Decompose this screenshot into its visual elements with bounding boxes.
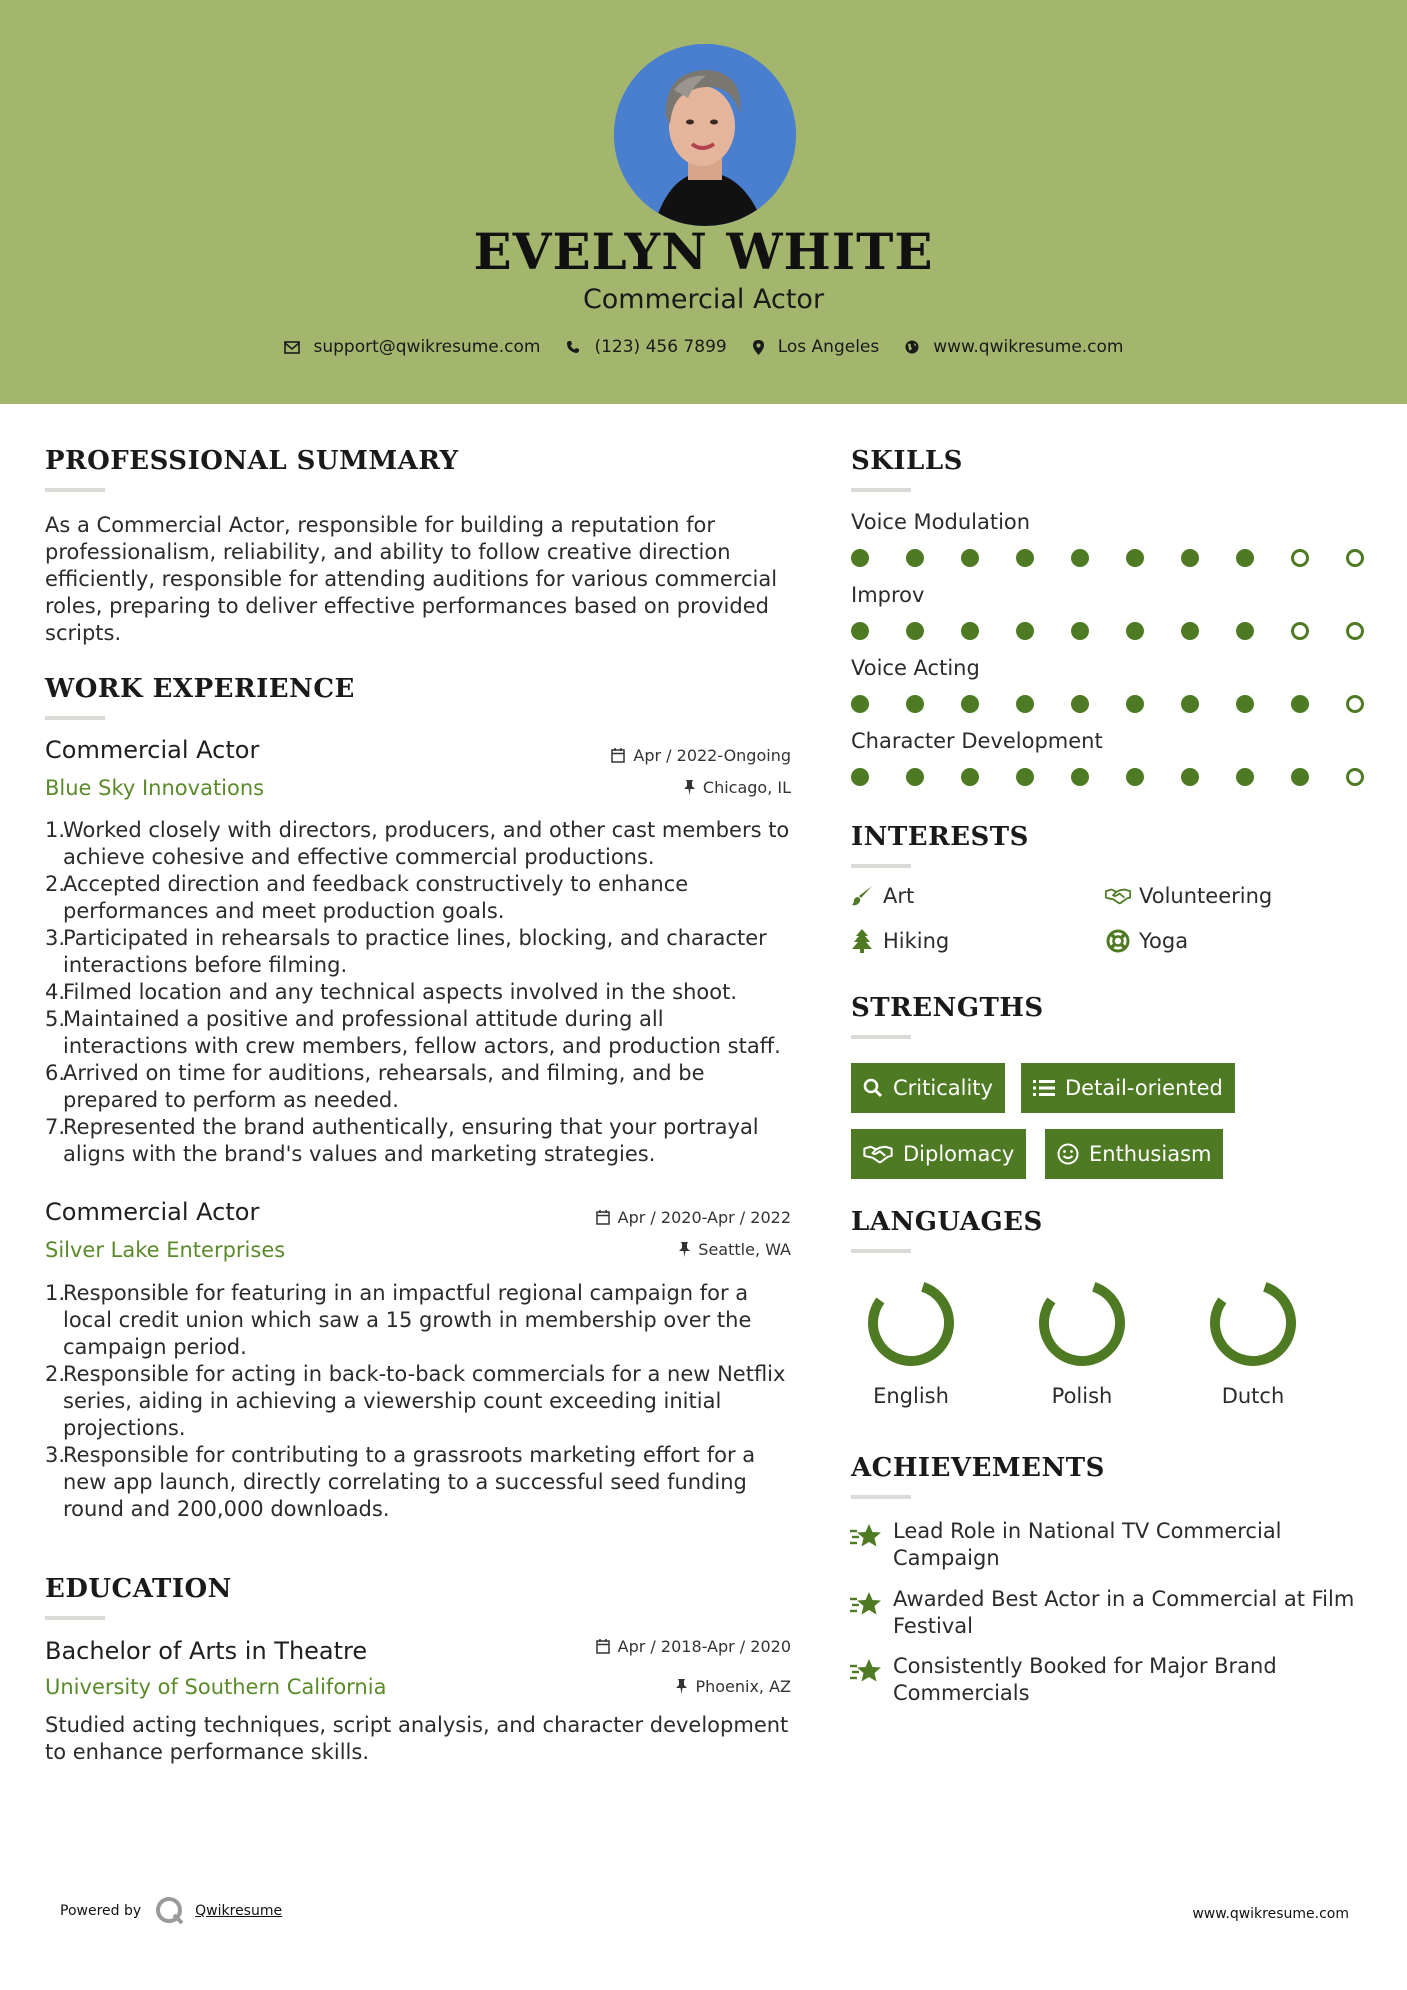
envelope-icon: [284, 341, 300, 354]
responsibility-number: 6.: [45, 1061, 66, 1085]
responsibility-item: [45, 1060, 790, 1114]
rating-dot-filled: [1016, 622, 1034, 640]
rating-dot-empty: [1346, 768, 1364, 786]
language-label: English: [873, 1384, 949, 1408]
rating-dot-filled: [1071, 622, 1089, 640]
handshake-icon: [863, 1144, 893, 1164]
brush-icon: [849, 884, 875, 908]
education-dates: [491, 1637, 791, 1656]
responsibility-item: [45, 1006, 790, 1060]
responsibility-item: [45, 925, 790, 979]
contact-phone-text: (123) 456 7899: [594, 337, 727, 357]
skill-label: Character Development: [851, 729, 1103, 753]
contact-email-text: support@qwikresume.com: [313, 337, 541, 357]
calendar-icon: [596, 1210, 610, 1225]
responsibility-text: Responsible for featuring in an impactful regional campaign for a local credit union which saw a 15 growth in membership over the campaign period.: [63, 1281, 752, 1359]
candidate-name: EVELYN WHITE: [473, 222, 934, 281]
skill-rating: [851, 695, 1401, 713]
rating-dot-filled: [906, 768, 924, 786]
education-location-text: Phoenix, AZ: [695, 1677, 791, 1696]
strength-enthusiasm: [1045, 1129, 1223, 1179]
responsibility-item: [45, 979, 790, 1006]
responsibility-text: Participated in rehearsals to practice lines, blocking, and character interactions before filming.: [63, 926, 767, 977]
achievement-text: Consistently Booked for Major Brand Commercials: [893, 1654, 1277, 1705]
contact-bar: [0, 337, 1407, 357]
rating-dot-filled: [851, 622, 869, 640]
responsibility-text: Filmed location and any technical aspects involved in the shoot.: [63, 980, 738, 1004]
rating-dot-filled: [1126, 549, 1144, 567]
strengths-divider: [851, 1035, 911, 1039]
achievement-item: [849, 1653, 1369, 1707]
job-1-dates-text: Apr / 2022-Ongoing: [633, 746, 791, 765]
qwikresume-logo-icon: [155, 1896, 185, 1926]
rating-dot-filled: [961, 768, 979, 786]
education-dates-text: Apr / 2018-Apr / 2020: [617, 1637, 791, 1656]
rating-dot-filled: [1071, 768, 1089, 786]
rating-dot-empty: [1346, 622, 1364, 640]
responsibility-item: [45, 817, 790, 871]
rating-dot-filled: [1016, 768, 1034, 786]
language-gauge-arc: [1208, 1278, 1298, 1368]
interest-hiking-label: Hiking: [883, 929, 950, 953]
language-item: [1193, 1278, 1313, 1408]
responsibility-text: Arrived on time for auditions, rehearsals, and filming, and be prepared to perform as needed.: [63, 1061, 705, 1112]
achievement-text: Awarded Best Actor in a Commercial at Film Festival: [893, 1587, 1355, 1638]
education-location: [491, 1677, 791, 1696]
rating-dot-filled: [1126, 768, 1144, 786]
language-gauge-arc: [866, 1278, 956, 1368]
rating-dot-filled: [1126, 695, 1144, 713]
skill-rating: [851, 622, 1401, 640]
education-heading: EDUCATION: [45, 1574, 232, 1604]
language-item: [851, 1278, 971, 1408]
skill-label: Voice Acting: [851, 656, 980, 680]
responsibility-number: 1.: [45, 818, 66, 842]
contact-phone[interactable]: [566, 337, 726, 357]
strength-diplomacy: [851, 1129, 1026, 1179]
contact-location-text: Los Angeles: [777, 337, 880, 357]
responsibility-text: Worked closely with directors, producers, and other cast members to achieve cohesive and effective commercial productions.: [63, 818, 790, 869]
calendar-icon: [611, 748, 625, 763]
interest-volunteering-label: Volunteering: [1139, 884, 1273, 908]
rating-dot-filled: [1291, 768, 1309, 786]
rating-dot-filled: [1236, 695, 1254, 713]
rating-dot-filled: [851, 768, 869, 786]
strength-detail-oriented-label: Detail-oriented: [1065, 1076, 1223, 1100]
contact-email[interactable]: [284, 337, 541, 357]
language-gauge: [866, 1278, 956, 1368]
strength-criticality-label: Criticality: [893, 1076, 993, 1100]
rating-dot-filled: [1236, 768, 1254, 786]
job-1-title: Commercial Actor: [45, 736, 260, 764]
responsibility-number: 4.: [45, 980, 66, 1004]
responsibility-item: [45, 871, 790, 925]
rating-dot-filled: [1016, 695, 1034, 713]
responsibility-number: 2.: [45, 1362, 66, 1386]
education-divider: [45, 1616, 105, 1620]
rating-dot-filled: [1181, 695, 1199, 713]
job-2-responsibilities: [45, 1280, 790, 1523]
language-label: Dutch: [1221, 1384, 1285, 1408]
contact-location: [753, 337, 880, 357]
pushpin-icon: [679, 1242, 690, 1257]
summary-heading: PROFESSIONAL SUMMARY: [45, 446, 459, 476]
candidate-title: Commercial Actor: [582, 284, 825, 315]
interest-yoga: [1105, 929, 1188, 953]
search-icon: [863, 1078, 883, 1098]
rating-dot-empty: [1346, 549, 1364, 567]
language-item: [1022, 1278, 1142, 1408]
responsibility-text: Accepted direction and feedback constructively to enhance performances and meet production goals.: [63, 872, 689, 923]
smile-icon: [1057, 1143, 1079, 1165]
handshake-icon: [1105, 885, 1131, 907]
language-label: Polish: [1051, 1384, 1113, 1408]
star-icon: [849, 1653, 885, 1707]
responsibility-text: Represented the brand authentically, ensuring that your portrayal aligns with the brand's values and marketing strategies.: [63, 1115, 759, 1166]
summary-text: As a Commercial Actor, responsible for building a reputation for professionalism, reliability, and ability to follow creative direction efficiently, responsible for attending auditions for various commercial roles, preparing to deliver effective performances based on provided scripts.: [45, 513, 778, 645]
rating-dot-filled: [1126, 622, 1144, 640]
school-name: University of Southern California: [45, 1675, 387, 1699]
education-description: Studied acting techniques, script analysis, and character development to enhance performance skills.: [45, 1713, 789, 1764]
achievements-divider: [851, 1495, 911, 1499]
interest-art: [849, 884, 914, 908]
list-icon: [1033, 1079, 1055, 1097]
avatar: [614, 44, 796, 226]
rating-dot-filled: [1181, 622, 1199, 640]
rating-dot-filled: [961, 549, 979, 567]
lifebuoy-icon: [1105, 929, 1131, 953]
skill-label: Improv: [851, 583, 925, 607]
globe-icon: [905, 340, 919, 354]
interest-art-label: Art: [883, 884, 915, 908]
resume-header: [0, 0, 1407, 404]
skills-divider: [851, 488, 911, 492]
job-1-responsibilities: [45, 817, 790, 1168]
job-2-title: Commercial Actor: [45, 1198, 260, 1226]
rating-dot-filled: [961, 622, 979, 640]
rating-dot-filled: [851, 695, 869, 713]
strength-enthusiasm-label: Enthusiasm: [1089, 1142, 1212, 1166]
rating-dot-filled: [1291, 695, 1309, 713]
job-1-location-text: Chicago, IL: [702, 778, 791, 797]
interest-hiking: [849, 929, 949, 953]
achievement-text: Lead Role in National TV Commercial Campaign: [893, 1519, 1282, 1570]
job-1-location: [491, 778, 791, 797]
responsibility-text: Maintained a positive and professional attitude during all interactions with crew members, fellow actors, and production staff.: [63, 1007, 781, 1058]
rating-dot-empty: [1291, 549, 1309, 567]
responsibility-number: 3.: [45, 1443, 66, 1467]
achievement-item: [849, 1586, 1369, 1640]
rating-dot-filled: [1016, 549, 1034, 567]
responsibility-text: Responsible for acting in back-to-back commercials for a new Netflix series, aiding in achieving a viewership count exceeding initial projections.: [63, 1362, 786, 1440]
interest-yoga-label: Yoga: [1139, 929, 1189, 953]
skill-rating: [851, 549, 1401, 567]
languages-heading: LANGUAGES: [851, 1207, 1043, 1237]
powered-by-label: Powered by: [60, 1903, 142, 1919]
work-heading: WORK EXPERIENCE: [45, 674, 355, 704]
rating-dot-filled: [1181, 549, 1199, 567]
responsibility-number: 5.: [45, 1007, 66, 1031]
job-1-company: Blue Sky Innovations: [45, 776, 265, 800]
languages-divider: [851, 1249, 911, 1253]
rating-dot-filled: [906, 695, 924, 713]
job-2-location-text: Seattle, WA: [698, 1240, 791, 1259]
degree-title: Bachelor of Arts in Theatre: [45, 1637, 368, 1665]
job-2-dates-text: Apr / 2020-Apr / 2022: [617, 1208, 791, 1227]
job-2-company: Silver Lake Enterprises: [45, 1238, 286, 1262]
phone-icon: [566, 340, 580, 354]
rating-dot-filled: [1071, 695, 1089, 713]
interest-volunteering: [1105, 884, 1272, 908]
responsibility-number: 3.: [45, 926, 66, 950]
responsibility-text: Responsible for contributing to a grassroots marketing effort for a new app launch, directly correlating to a successful seed funding round and 200,000 downloads.: [63, 1443, 756, 1521]
responsibility-item: [45, 1442, 790, 1523]
rating-dot-filled: [961, 695, 979, 713]
rating-dot-filled: [906, 622, 924, 640]
strengths-heading: STRENGTHS: [851, 993, 1044, 1023]
responsibility-number: 1.: [45, 1281, 66, 1305]
skills-heading: SKILLS: [851, 446, 963, 476]
calendar-icon: [596, 1639, 610, 1654]
interests-heading: INTERESTS: [851, 822, 1029, 852]
achievements-heading: ACHIEVEMENTS: [851, 1453, 1105, 1483]
language-gauge: [1208, 1278, 1298, 1368]
responsibility-item: [45, 1361, 790, 1442]
responsibility-number: 7.: [45, 1115, 66, 1139]
pushpin-icon: [676, 1679, 687, 1694]
footer-powered-by: [60, 1896, 282, 1926]
tree-icon: [849, 929, 875, 953]
interests-divider: [851, 864, 911, 868]
rating-dot-filled: [1236, 622, 1254, 640]
footer-website[interactable]: www.qwikresume.com: [1192, 1906, 1349, 1922]
rating-dot-filled: [906, 549, 924, 567]
rating-dot-filled: [851, 549, 869, 567]
responsibility-item: [45, 1114, 790, 1168]
summary-divider: [45, 488, 105, 492]
responsibility-item: [45, 1280, 790, 1361]
qwikresume-link[interactable]: Qwikresume: [195, 1903, 283, 1919]
star-icon: [849, 1586, 885, 1640]
rating-dot-empty: [1291, 622, 1309, 640]
strength-detail-oriented: [1021, 1063, 1235, 1113]
job-1-dates: [491, 746, 791, 765]
rating-dot-empty: [1346, 695, 1364, 713]
job-2-location: [491, 1240, 791, 1259]
work-divider: [45, 716, 105, 720]
rating-dot-filled: [1071, 549, 1089, 567]
job-2-dates: [491, 1208, 791, 1227]
responsibility-number: 2.: [45, 872, 66, 896]
strength-diplomacy-label: Diplomacy: [903, 1142, 1015, 1166]
achievement-item: [849, 1518, 1369, 1572]
skill-rating: [851, 768, 1401, 786]
map-pin-icon: [753, 340, 764, 355]
pushpin-icon: [684, 780, 695, 795]
star-icon: [849, 1518, 885, 1572]
language-gauge: [1037, 1278, 1127, 1368]
skill-label: Voice Modulation: [851, 510, 1031, 534]
rating-dot-filled: [1181, 768, 1199, 786]
language-gauge-arc: [1037, 1278, 1127, 1368]
strength-criticality: [851, 1063, 1005, 1113]
contact-website[interactable]: [905, 337, 1123, 357]
rating-dot-filled: [1236, 549, 1254, 567]
contact-website-text: www.qwikresume.com: [933, 337, 1124, 357]
